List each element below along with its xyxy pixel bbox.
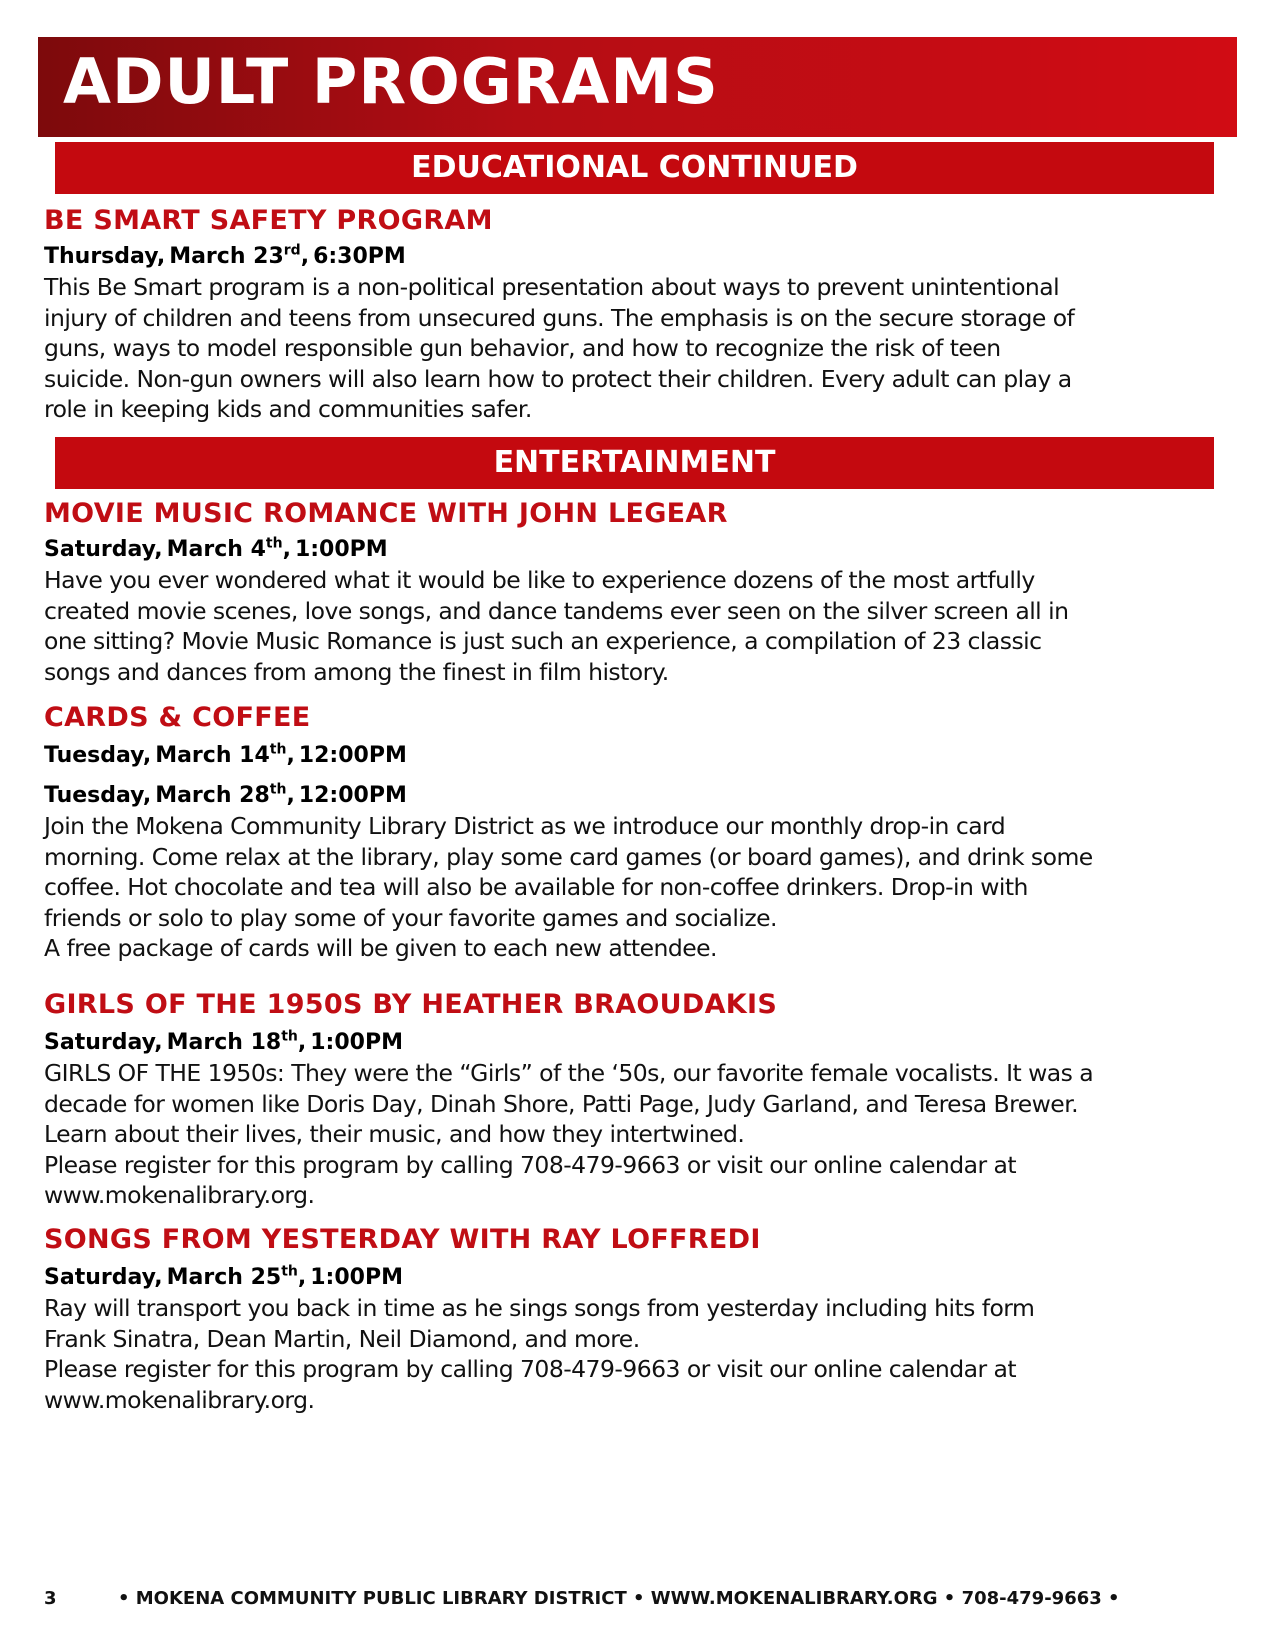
description-line: morning. Come relax at the library, play some card games (or board games), and drink some xyxy=(44,842,1093,871)
description-line: decade for women like Doris Day, Dinah Shore, Patti Page, Judy Garland, and Teresa Brewer. xyxy=(44,1089,1079,1118)
description-line: Have you ever wondered what it would be like to experience dozens of the most artfully xyxy=(44,566,1035,594)
date-month: March 18 xyxy=(166,1030,282,1055)
date-time: 1:00PM xyxy=(310,1265,403,1290)
program-date: Saturday, March 18th, 1:00PM xyxy=(44,1028,403,1055)
footer-contact-line: • MOKENA COMMUNITY PUBLIC LIBRARY DISTRICT • WWW.MOKENALIBRARY.ORG • 708-479-9663 • xyxy=(118,1588,1120,1609)
program-date: Saturday, March 4th, 1:00PM xyxy=(44,535,388,562)
description-line: GIRLS OF THE 1950s: They were the “Girls” of the ‘50s, our favorite female vocalists. It was a xyxy=(44,1059,1094,1087)
description-line: Please register for this program by calling 708-479-9663 or visit our online calendar at xyxy=(44,1355,1016,1383)
description-line: Join the Mokena Community Library District as we introduce our monthly drop-in card xyxy=(44,812,1006,840)
program-title: MOVIE MUSIC ROMANCE WITH JOHN LEGEAR xyxy=(44,498,728,529)
program-date: Tuesday, March 28th, 12:00PM xyxy=(44,781,407,808)
date-day: Saturday xyxy=(44,1030,155,1055)
date-time: 12:00PM xyxy=(298,743,407,768)
description-line: suicide. Non-gun owners will also learn how to protect their children. Every adult can play a xyxy=(44,364,1072,393)
program-title: SONGS FROM YESTERDAY WITH RAY LOFFREDI xyxy=(44,1224,761,1255)
description-line: www.mokenalibrary.org. xyxy=(44,1181,315,1209)
page-title: ADULT PROGRAMS xyxy=(63,45,719,118)
page-number: 3 xyxy=(44,1588,57,1609)
program-title: BE SMART SAFETY PROGRAM xyxy=(44,205,493,236)
date-time: 6:30PM xyxy=(313,244,406,269)
date-day: Tuesday xyxy=(44,783,143,808)
program-besmart xyxy=(44,204,1239,425)
description-line: friends or solo to play some of your favorite games and socialize. xyxy=(44,903,777,932)
description-line: songs and dances from among the finest in film history. xyxy=(44,657,669,686)
program-cards-coffee xyxy=(44,701,1239,964)
program-date: Thursday, March 23rd, 6:30PM xyxy=(44,242,406,269)
description-line: Frank Sinatra, Dean Martin, Neil Diamond, and more. xyxy=(44,1324,640,1353)
date-day: Tuesday xyxy=(44,743,143,768)
program-description xyxy=(44,272,1239,425)
program-girls-1950s xyxy=(44,988,1239,1211)
date-day: Thursday xyxy=(44,244,157,269)
program-date: Saturday, March 25th, 1:00PM xyxy=(44,1263,403,1290)
description-line: This Be Smart program is a non-political presentation about ways to prevent unintentional xyxy=(44,273,1060,301)
date-day: Saturday xyxy=(44,537,155,562)
date-suffix: th xyxy=(281,1028,298,1045)
date-month: March 4 xyxy=(166,537,266,562)
date-suffix: rd xyxy=(283,242,301,259)
program-description xyxy=(44,811,1239,964)
description-line: coffee. Hot chocolate and tea will also be available for non-coffee drinkers. Drop-in with xyxy=(44,873,1028,901)
date-month: March 14 xyxy=(155,743,270,768)
date-time: 12:00PM xyxy=(298,783,407,808)
description-line: created movie scenes, love songs, and dance tandems ever seen on the silver screen all in xyxy=(44,596,1069,625)
date-suffix: th xyxy=(269,741,287,758)
date-time: 1:00PM xyxy=(294,537,388,562)
program-description xyxy=(44,565,1239,687)
date-month: March 23 xyxy=(169,244,284,269)
description-line: www.mokenalibrary.org. xyxy=(44,1385,315,1414)
program-description xyxy=(44,1058,1239,1211)
date-suffix: th xyxy=(281,1263,298,1280)
section-header-entertainment: ENTERTAINMENT xyxy=(55,437,1214,489)
description-line: A free package of cards will be given to each new attendee. xyxy=(44,934,717,962)
date-day: Saturday xyxy=(44,1265,155,1290)
program-movie-music xyxy=(44,497,1239,687)
date-month: March 28 xyxy=(155,783,270,808)
header-banner xyxy=(38,37,1237,137)
date-month: March 25 xyxy=(166,1265,282,1290)
section-header-educational: EDUCATIONAL CONTINUED xyxy=(55,142,1214,194)
description-line: guns, ways to model responsible gun behavior, and how to recognize the risk of teen xyxy=(44,334,1001,362)
program-title: GIRLS OF THE 1950S BY HEATHER BRAOUDAKIS xyxy=(44,989,778,1020)
page-footer xyxy=(44,1588,1239,1618)
program-title: CARDS & COFFEE xyxy=(44,702,311,733)
date-time: 1:00PM xyxy=(310,1030,403,1055)
program-songs-yesterday xyxy=(44,1223,1239,1415)
description-line: injury of children and teens from unsecured guns. The emphasis is on the secure storage of xyxy=(44,303,1075,332)
program-date: Tuesday, March 14th, 12:00PM xyxy=(44,741,407,768)
description-line: Please register for this program by calling 708-479-9663 or visit our online calendar at xyxy=(44,1150,1016,1179)
description-line: Ray will transport you back in time as he sings songs from yesterday including hits form xyxy=(44,1294,1035,1322)
date-suffix: th xyxy=(265,535,283,552)
date-suffix: th xyxy=(269,781,287,798)
description-line: role in keeping kids and communities safer. xyxy=(44,395,532,423)
description-line: Learn about their lives, their music, and how they intertwined. xyxy=(44,1120,745,1148)
program-description xyxy=(44,1293,1239,1415)
description-line: one sitting? Movie Music Romance is just such an experience, a compilation of 23 classic xyxy=(44,627,1042,655)
